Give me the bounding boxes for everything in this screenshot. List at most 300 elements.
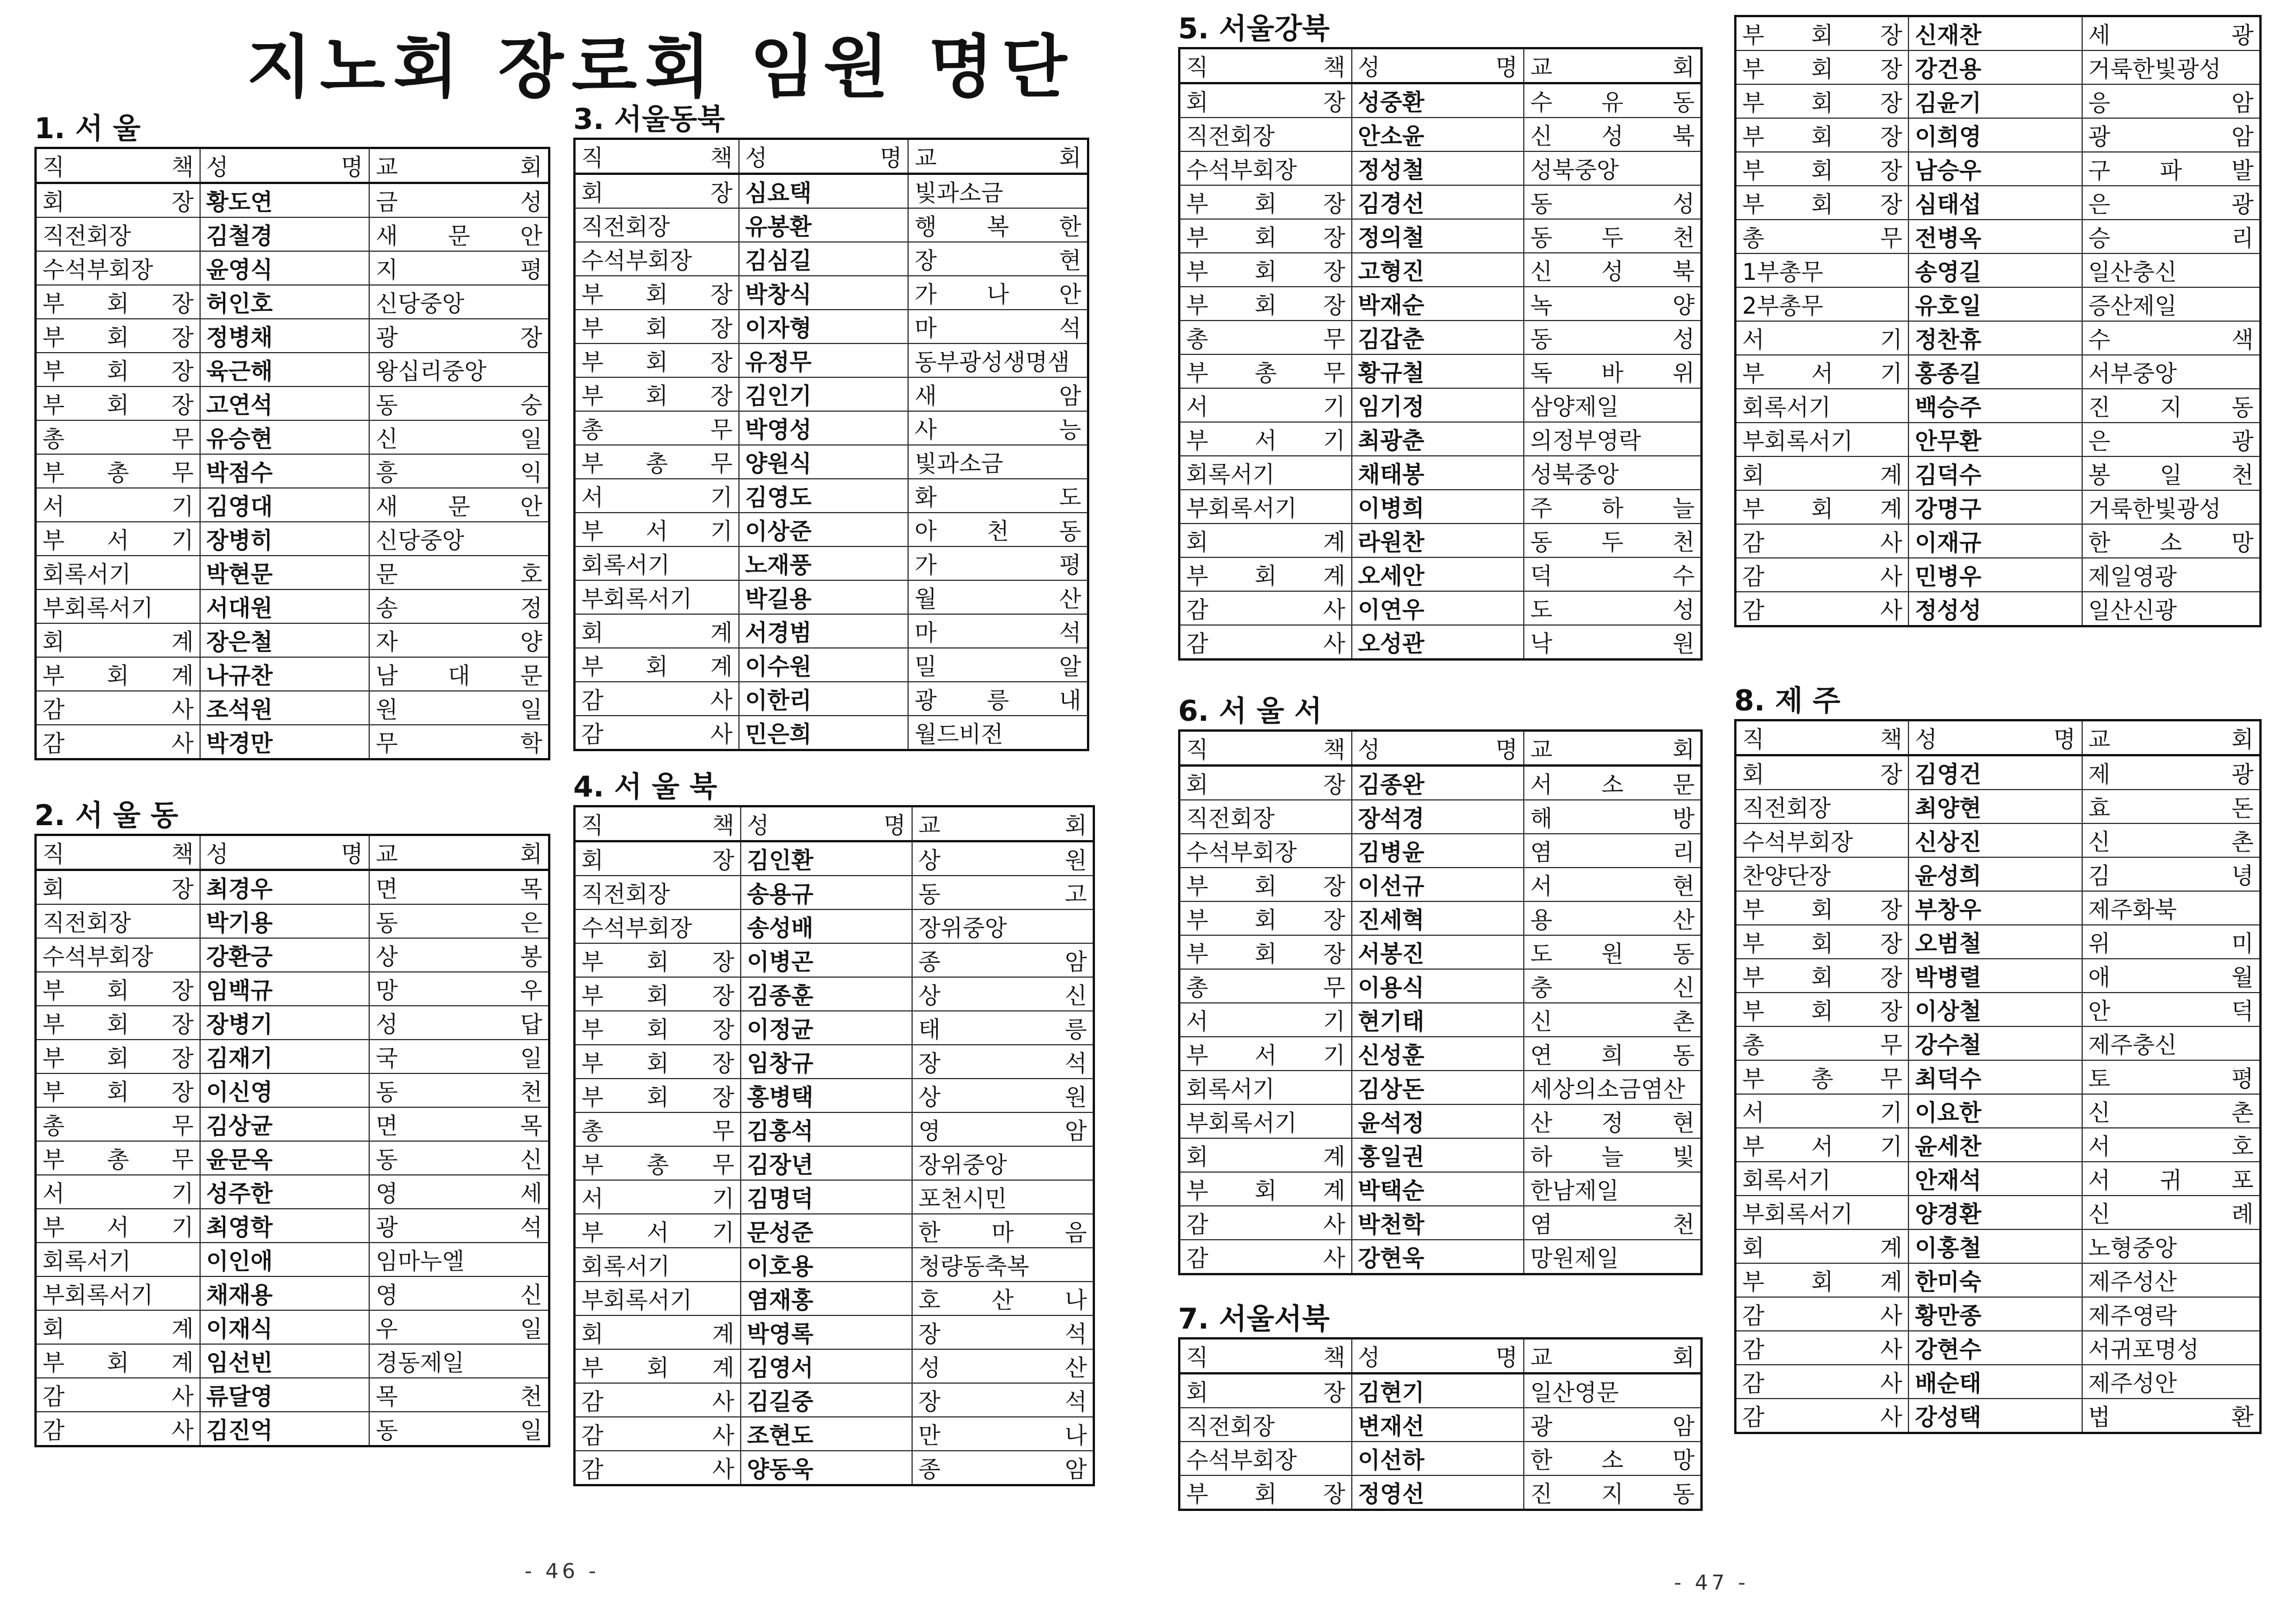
position-cell: 회록서기 (1179, 1071, 1352, 1104)
church-cell: 동 두 천 (1524, 219, 1702, 253)
name-cell: 이용식 (1352, 969, 1524, 1003)
name-cell: 김병윤 (1352, 834, 1524, 868)
name-cell: 윤석정 (1352, 1104, 1524, 1138)
section-title: 4. 서 울 북 (573, 770, 717, 803)
table-row (36, 251, 549, 285)
position-cell: 2부총무 (1735, 287, 1908, 321)
name-cell: 장병히 (200, 522, 370, 556)
name-cell: 이자형 (739, 310, 909, 343)
position-cell: 회 계 (1735, 1229, 1908, 1263)
name-cell: 정성성 (1908, 592, 2082, 626)
position-cell: 총 무 (574, 411, 739, 445)
position-cell: 회록서기 (36, 1243, 200, 1276)
header-name: 성 명 (1908, 720, 2082, 755)
section-seoul-seo (1178, 693, 1703, 1275)
position-cell: 부 회 장 (1179, 287, 1352, 321)
position-cell: 감 사 (1735, 558, 1908, 592)
roster-table (34, 147, 550, 760)
table-row (1735, 993, 2260, 1026)
position-cell: 부회록서기 (574, 580, 739, 614)
name-cell: 최영학 (200, 1209, 370, 1243)
position-cell: 수석부회장 (574, 909, 741, 943)
position-cell: 부회록서기 (1735, 1196, 1908, 1229)
name-cell: 박영성 (739, 411, 909, 445)
position-cell: 직전회장 (1179, 118, 1352, 151)
table-row (1735, 558, 2260, 592)
position-cell: 부 회 장 (1735, 152, 1908, 186)
header-position: 직 책 (574, 806, 741, 841)
name-cell: 윤문옥 (200, 1141, 370, 1175)
page-number-right: - 47 - (1674, 1571, 1749, 1595)
position-cell: 부 서 기 (1179, 1037, 1352, 1071)
header-name: 성 명 (1352, 1338, 1524, 1373)
position-cell: 부 서 기 (1179, 422, 1352, 456)
section-seoul-seobuk-continued (1734, 15, 2262, 627)
table-row (574, 343, 1088, 377)
church-cell: 응 암 (2082, 84, 2260, 118)
name-cell: 육근해 (200, 353, 370, 386)
name-cell: 진세혁 (1352, 901, 1524, 935)
position-cell: 감 사 (36, 691, 200, 725)
church-cell: 동 성 (1524, 185, 1702, 219)
table-row (574, 977, 1094, 1011)
table-row (574, 1011, 1094, 1045)
table-row (574, 648, 1088, 682)
name-cell: 홍일권 (1352, 1138, 1524, 1172)
position-cell: 부 회 장 (1735, 959, 1908, 993)
position-cell: 회 장 (36, 183, 200, 217)
church-cell: 월드비전 (908, 716, 1088, 750)
table-row (1179, 253, 1702, 287)
name-cell: 문성준 (741, 1214, 912, 1248)
name-cell: 채태봉 (1352, 456, 1524, 490)
table-row (1735, 84, 2260, 118)
church-cell: 흥 익 (369, 454, 549, 488)
church-cell: 거룩한빛광성 (2082, 490, 2260, 524)
table-row (1735, 220, 2260, 253)
name-cell: 신성훈 (1352, 1037, 1524, 1071)
name-cell: 박경만 (200, 725, 370, 759)
section-seoul-gangbuk (1178, 10, 1703, 661)
position-cell: 회 장 (574, 841, 741, 876)
church-cell: 장위중앙 (912, 909, 1094, 943)
name-cell: 박점수 (200, 454, 370, 488)
church-cell: 제주충신 (2082, 1026, 2260, 1060)
church-cell: 아 천 동 (908, 513, 1088, 546)
table-row (1735, 287, 2260, 321)
church-cell: 새 문 안 (369, 217, 549, 251)
name-cell: 최광춘 (1352, 422, 1524, 456)
position-cell: 수석부회장 (1179, 834, 1352, 868)
section-jeju (1734, 682, 2262, 1434)
name-cell: 윤성희 (1908, 857, 2082, 891)
table-row (574, 1079, 1094, 1112)
position-cell: 부 회 계 (1179, 557, 1352, 591)
table-row (1179, 83, 1702, 118)
name-cell: 변재선 (1352, 1408, 1524, 1442)
position-cell: 감 사 (1735, 592, 1908, 626)
table-row (574, 242, 1088, 276)
table-row (1179, 1003, 1702, 1037)
name-cell: 양원식 (739, 445, 909, 479)
table-row (1179, 287, 1702, 321)
table-row (36, 1073, 549, 1107)
position-cell: 부 회 장 (36, 972, 200, 1006)
position-cell: 부 총 무 (574, 1146, 741, 1180)
position-cell: 회 계 (1179, 524, 1352, 557)
church-cell: 원 일 (369, 691, 549, 725)
name-cell: 박현문 (200, 556, 370, 589)
header-position: 직 책 (1735, 720, 1908, 755)
table-row (574, 580, 1088, 614)
position-cell: 회 계 (574, 614, 739, 648)
position-cell: 부 회 계 (36, 657, 200, 691)
name-cell: 송용규 (741, 876, 912, 909)
name-cell: 김홍석 (741, 1112, 912, 1146)
position-cell: 감 사 (1179, 1240, 1352, 1274)
name-cell: 신재찬 (1908, 16, 2082, 50)
position-cell: 직전회장 (574, 208, 739, 242)
table-row (574, 1180, 1094, 1214)
position-cell: 부 회 장 (36, 386, 200, 420)
name-cell: 서봉진 (1352, 935, 1524, 969)
name-cell: 이희영 (1908, 118, 2082, 152)
name-cell: 김심길 (739, 242, 909, 276)
header-church: 교 회 (908, 139, 1088, 174)
table-row (1179, 969, 1702, 1003)
table-row (36, 1107, 549, 1141)
church-cell: 신 성 북 (1524, 253, 1702, 287)
name-cell: 오범철 (1908, 925, 2082, 959)
church-cell: 도 성 (1524, 591, 1702, 625)
table-row (1735, 321, 2260, 355)
church-cell: 신당중앙 (369, 522, 549, 556)
church-cell: 동 두 천 (1524, 524, 1702, 557)
name-cell: 김재기 (200, 1040, 370, 1073)
church-cell: 서 호 (2082, 1128, 2260, 1162)
church-cell: 제일영광 (2082, 558, 2260, 592)
table-row (1735, 1229, 2260, 1263)
church-cell: 영 신 (369, 1276, 549, 1310)
section-title: 3. 서울동북 (573, 103, 725, 136)
name-cell: 강환긍 (200, 938, 370, 972)
name-cell: 정찬휴 (1908, 321, 2082, 355)
table-row (1735, 423, 2260, 456)
church-cell: 사 능 (908, 411, 1088, 445)
church-cell: 서 귀 포 (2082, 1162, 2260, 1196)
roster-table (1178, 729, 1703, 1275)
position-cell: 회록서기 (1179, 456, 1352, 490)
church-cell: 호 산 나 (912, 1282, 1094, 1315)
table-row (574, 1417, 1094, 1451)
church-cell: 염 리 (1524, 834, 1702, 868)
name-cell: 이재식 (200, 1310, 370, 1344)
table-row (574, 1045, 1094, 1079)
table-row (36, 556, 549, 589)
table-row (1735, 1399, 2260, 1433)
table-row (36, 386, 549, 420)
church-cell: 진 지 동 (1524, 1475, 1702, 1510)
table-row (1735, 524, 2260, 558)
table-row (574, 1248, 1094, 1282)
name-cell: 박영록 (741, 1315, 912, 1349)
position-cell: 부 회 장 (1735, 891, 1908, 925)
position-cell: 회록서기 (1735, 1162, 1908, 1196)
table-header-row (574, 806, 1094, 841)
page-number-left: - 46 - (525, 1560, 600, 1583)
church-cell: 망 우 (369, 972, 549, 1006)
name-cell: 이정균 (741, 1011, 912, 1045)
table-row (36, 285, 549, 319)
position-cell: 총 무 (1179, 969, 1352, 1003)
position-cell: 부회록서기 (1179, 490, 1352, 524)
church-cell: 빛과소금 (908, 174, 1088, 208)
name-cell: 김진억 (200, 1412, 370, 1446)
table-row (1735, 1297, 2260, 1331)
name-cell: 장은철 (200, 623, 370, 657)
church-cell: 새 문 안 (369, 488, 549, 522)
table-row (36, 1243, 549, 1276)
position-cell: 회록서기 (574, 1248, 741, 1282)
position-cell: 부 서 기 (36, 522, 200, 556)
table-row (36, 1006, 549, 1040)
table-row (36, 522, 549, 556)
church-cell: 주 하 늘 (1524, 490, 1702, 524)
church-cell: 수 유 동 (1524, 83, 1702, 118)
position-cell: 부 회 장 (1179, 253, 1352, 287)
position-cell: 부 회 장 (1179, 935, 1352, 969)
name-cell: 이수원 (739, 648, 909, 682)
church-cell: 용 산 (1524, 901, 1702, 935)
table-row (36, 1141, 549, 1175)
position-cell: 부 총 무 (1735, 1060, 1908, 1094)
name-cell: 김장년 (741, 1146, 912, 1180)
name-cell: 신상진 (1908, 823, 2082, 857)
name-cell: 전병옥 (1908, 220, 2082, 253)
church-cell: 영 암 (912, 1112, 1094, 1146)
church-cell: 승 리 (2082, 220, 2260, 253)
table-row (1735, 1162, 2260, 1196)
name-cell: 이신영 (200, 1073, 370, 1107)
position-cell: 부 총 무 (36, 454, 200, 488)
table-row (1179, 1442, 1702, 1475)
position-cell: 부회록서기 (1179, 1104, 1352, 1138)
table-header-row (1179, 1338, 1702, 1373)
church-cell: 광 암 (2082, 118, 2260, 152)
name-cell: 김상균 (200, 1107, 370, 1141)
church-cell: 노형중앙 (2082, 1229, 2260, 1263)
church-cell: 서부중앙 (2082, 355, 2260, 389)
name-cell: 황만종 (1908, 1297, 2082, 1331)
name-cell: 최덕수 (1908, 1060, 2082, 1094)
name-cell: 민은희 (739, 716, 909, 750)
header-church: 교 회 (1524, 731, 1702, 766)
table-row (1179, 625, 1702, 659)
church-cell: 상 원 (912, 841, 1094, 876)
church-cell: 행 복 한 (908, 208, 1088, 242)
position-cell: 직전회장 (36, 904, 200, 938)
position-cell: 부 회 장 (574, 276, 739, 310)
church-cell: 종 암 (912, 943, 1094, 977)
header-name: 성 명 (741, 806, 912, 841)
section-seoul-seobuk (1178, 1301, 1703, 1511)
church-cell: 가 나 안 (908, 276, 1088, 310)
church-cell: 성북중앙 (1524, 151, 1702, 185)
position-cell: 부 회 장 (574, 377, 739, 411)
name-cell: 유정무 (739, 343, 909, 377)
table-row (1179, 1206, 1702, 1240)
table-row (1179, 1037, 1702, 1071)
table-row (36, 1175, 549, 1209)
table-row (574, 174, 1088, 208)
position-cell: 감 사 (574, 716, 739, 750)
table-row (1735, 790, 2260, 823)
table-row (1735, 857, 2260, 891)
table-row (574, 876, 1094, 909)
church-cell: 목 천 (369, 1378, 549, 1412)
church-cell: 세 광 (2082, 16, 2260, 50)
church-cell: 일산영문 (1524, 1373, 1702, 1408)
table-row (36, 938, 549, 972)
church-cell: 포천시민 (912, 1180, 1094, 1214)
name-cell: 김철경 (200, 217, 370, 251)
name-cell: 라원찬 (1352, 524, 1524, 557)
church-cell: 국 일 (369, 1040, 549, 1073)
name-cell: 백승주 (1908, 389, 2082, 423)
church-cell: 낙 원 (1524, 625, 1702, 659)
name-cell: 김상돈 (1352, 1071, 1524, 1104)
table-row (1179, 321, 1702, 354)
name-cell: 강현수 (1908, 1331, 2082, 1365)
name-cell: 임백규 (200, 972, 370, 1006)
header-name: 성 명 (200, 148, 370, 183)
table-row (574, 943, 1094, 977)
position-cell: 총 무 (1735, 220, 1908, 253)
position-cell: 직전회장 (1179, 800, 1352, 834)
table-row (1735, 959, 2260, 993)
table-row (1179, 1104, 1702, 1138)
header-church: 교 회 (2082, 720, 2260, 755)
position-cell: 수석부회장 (1179, 1442, 1352, 1475)
section-seoul-buk (573, 768, 1095, 1486)
section-seoul-dong (34, 797, 550, 1447)
position-cell: 부회록서기 (36, 589, 200, 623)
roster-table (1734, 15, 2262, 627)
table-row (36, 657, 549, 691)
church-cell: 경동제일 (369, 1344, 549, 1378)
church-cell: 마 석 (908, 614, 1088, 648)
name-cell: 송영길 (1908, 253, 2082, 287)
name-cell: 민병우 (1908, 558, 2082, 592)
church-cell: 제주성산 (2082, 1263, 2260, 1297)
table-row (1735, 1094, 2260, 1128)
position-cell: 총 무 (36, 1107, 200, 1141)
church-cell: 제주영락 (2082, 1297, 2260, 1331)
church-cell: 염 천 (1524, 1206, 1702, 1240)
table-row (36, 1209, 549, 1243)
position-cell: 감 사 (36, 725, 200, 759)
position-cell: 서 기 (1179, 1003, 1352, 1037)
table-row (36, 217, 549, 251)
name-cell: 이병희 (1352, 490, 1524, 524)
position-cell: 부 회 장 (574, 1079, 741, 1112)
position-cell: 총 무 (1179, 321, 1352, 354)
church-cell: 가 평 (908, 546, 1088, 580)
name-cell: 이인애 (200, 1243, 370, 1276)
position-cell: 감 사 (574, 682, 739, 716)
table-row (574, 208, 1088, 242)
name-cell: 윤영식 (200, 251, 370, 285)
name-cell: 박창식 (739, 276, 909, 310)
roster-table (34, 834, 550, 1447)
church-cell: 도 원 동 (1524, 935, 1702, 969)
table-row (1179, 1138, 1702, 1172)
table-row (1179, 388, 1702, 422)
table-row (1179, 1172, 1702, 1206)
table-row (1179, 935, 1702, 969)
name-cell: 이재규 (1908, 524, 2082, 558)
table-row (574, 479, 1088, 513)
name-cell: 이요한 (1908, 1094, 2082, 1128)
position-cell: 직전회장 (1179, 1408, 1352, 1442)
name-cell: 김종훈 (741, 977, 912, 1011)
table-row (1735, 253, 2260, 287)
header-position: 직 책 (36, 835, 200, 870)
position-cell: 감 사 (1179, 1206, 1352, 1240)
church-cell: 밀 알 (908, 648, 1088, 682)
table-row (574, 276, 1088, 310)
name-cell: 최양현 (1908, 790, 2082, 823)
church-cell: 면 목 (369, 1107, 549, 1141)
name-cell: 심태섭 (1908, 186, 2082, 220)
table-row (574, 682, 1088, 716)
position-cell: 부 회 장 (1179, 185, 1352, 219)
church-cell: 한남제일 (1524, 1172, 1702, 1206)
name-cell: 김영건 (1908, 755, 2082, 790)
position-cell: 부 서 기 (574, 513, 739, 546)
church-cell: 연 희 동 (1524, 1037, 1702, 1071)
table-row (1735, 152, 2260, 186)
church-cell: 광 릉 내 (908, 682, 1088, 716)
name-cell: 조현도 (741, 1417, 912, 1451)
church-cell: 신 성 북 (1524, 118, 1702, 151)
position-cell: 부 회 장 (574, 943, 741, 977)
name-cell: 김인기 (739, 377, 909, 411)
name-cell: 임기정 (1352, 388, 1524, 422)
position-cell: 부 회 계 (1735, 1263, 1908, 1297)
table-row (1179, 1240, 1702, 1274)
table-row (1179, 901, 1702, 935)
position-cell: 부 회 계 (574, 1349, 741, 1383)
church-cell: 화 도 (908, 479, 1088, 513)
church-cell: 일산충신 (2082, 253, 2260, 287)
name-cell: 박기용 (200, 904, 370, 938)
position-cell: 감 사 (36, 1378, 200, 1412)
name-cell: 이한리 (739, 682, 909, 716)
church-cell: 산 정 현 (1524, 1104, 1702, 1138)
table-row (574, 1451, 1094, 1485)
table-row (1179, 591, 1702, 625)
table-row (1179, 422, 1702, 456)
name-cell: 임선빈 (200, 1344, 370, 1378)
name-cell: 이상준 (739, 513, 909, 546)
church-cell: 하 늘 빛 (1524, 1138, 1702, 1172)
table-row (36, 691, 549, 725)
church-cell: 남 대 문 (369, 657, 549, 691)
church-cell: 새 암 (908, 377, 1088, 411)
church-cell: 진 지 동 (2082, 389, 2260, 423)
name-cell: 안재석 (1908, 1162, 2082, 1196)
